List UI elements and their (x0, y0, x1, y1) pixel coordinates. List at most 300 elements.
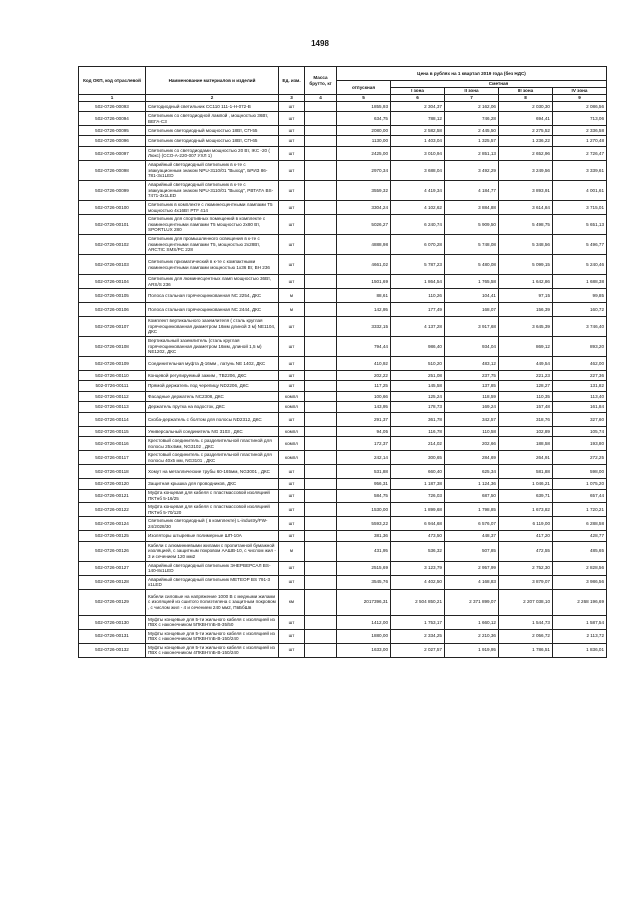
row-mass (305, 531, 337, 542)
table-row (79, 201, 607, 215)
row-unit: шт (279, 201, 305, 215)
row-price-release: 4888,98 (337, 235, 391, 255)
row-price-zone-2: 168,07 (445, 303, 499, 317)
row-mass (305, 381, 337, 392)
row-mass (305, 412, 337, 426)
row-mass (305, 303, 337, 317)
row-unit: шт (279, 112, 305, 126)
column-number: 8 (499, 95, 553, 102)
row-name: Аварийный светодиодный светильник МЕТЕОР BS 791-3 х1LED (146, 575, 279, 589)
row-price-zone-2: 507,85 (445, 541, 499, 561)
row-unit: шт (279, 337, 305, 357)
header-zone: II зона (445, 88, 499, 95)
row-name: Прямой держатель под черепицу ND2206, ДКС (146, 381, 279, 392)
row-mass (305, 160, 337, 180)
row-price-zone-3: 264,91 (499, 451, 553, 465)
row-price-zone-4: 462,00 (553, 357, 607, 371)
row-name: Муфты концевые для 5-ти жильного кабеля с изоляцией из ПВХ с наконечником 4ПКВНтпБ-В-150/240 (146, 643, 279, 657)
row-unit: шт (279, 160, 305, 180)
row-code: 502-0726-00098 (79, 160, 146, 180)
row-unit: компл (279, 426, 305, 437)
row-price-zone-4: 1 836,01 (553, 643, 607, 657)
row-price-release: 1412,00 (337, 615, 391, 629)
row-price-release: 143,95 (337, 402, 391, 413)
row-mass (305, 643, 337, 657)
row-mass (305, 136, 337, 147)
row-mass (305, 517, 337, 531)
row-price-zone-1: 3 123,79 (391, 561, 445, 575)
row-price-zone-1: 300,65 (391, 451, 445, 465)
row-price-zone-1: 145,58 (391, 381, 445, 392)
row-unit: шт (279, 561, 305, 575)
row-price-release: 410,92 (337, 357, 391, 371)
row-price-zone-1: 125,24 (391, 391, 445, 402)
row-price-zone-1: 1 899,68 (391, 503, 445, 517)
table-row (79, 136, 607, 147)
row-price-zone-3: 3 249,56 (499, 160, 553, 180)
row-price-zone-3: 472,55 (499, 541, 553, 561)
row-price-release: 202,22 (337, 370, 391, 381)
row-price-release: 3304,24 (337, 201, 391, 215)
header-mass: Масса брутто, кг (305, 67, 337, 95)
row-price-zone-4: 485,65 (553, 541, 607, 561)
row-unit: шт (279, 136, 305, 147)
row-price-zone-4: 1 720,21 (553, 503, 607, 517)
row-price-release: 4661,02 (337, 255, 391, 275)
header-price-group: Цена в рублях на 1 квартал 2019 года (без НДС) (337, 67, 607, 81)
row-mass (305, 201, 337, 215)
row-unit: шт (279, 101, 305, 112)
row-name: Аварийный светодиодный светильник ЭНЕРВЕРСАЛ BS-140-8х1LED (146, 561, 279, 575)
row-code: 502-0726-00095 (79, 125, 146, 136)
row-price-zone-1: 177,49 (391, 303, 445, 317)
row-price-zone-3: 5 348,56 (499, 235, 553, 255)
table-row (79, 146, 607, 160)
row-price-zone-3: 1 046,21 (499, 479, 553, 490)
row-name: Концевой регулируемый зажим , ТВ2206, ДКС (146, 370, 279, 381)
row-price-zone-2: 1 660,12 (445, 615, 499, 629)
row-mass (305, 275, 337, 289)
row-price-zone-1: 2 504 850,21 (391, 589, 445, 615)
row-price-zone-3: 1 786,51 (499, 643, 553, 657)
row-name: Светильник в комплекте с люминесцентными лампами Т5 мощностью 4х16Вт PTF 414 (146, 201, 279, 215)
row-price-zone-3: 449,54 (499, 357, 553, 371)
row-price-zone-1: 1 864,54 (391, 275, 445, 289)
row-name: Защитная крышка для проводников, ДКС (146, 479, 279, 490)
table-row (79, 561, 607, 575)
row-name: Вертикальный заземлитель (сталь круглая горячеоцинкованная диаметром 16мм, длиной 1,5 м) NE1202, ДКС (146, 337, 279, 357)
table-row (79, 465, 607, 479)
row-price-zone-2: 687,50 (445, 489, 499, 503)
row-price-zone-4: 4 001,61 (553, 180, 607, 200)
row-code: 502-0726-00100 (79, 201, 146, 215)
row-code: 502-0726-00104 (79, 275, 146, 289)
row-price-zone-2: 2 957,99 (445, 561, 499, 575)
table-row (79, 589, 607, 615)
row-code: 502-0726-00108 (79, 337, 146, 357)
row-mass (305, 289, 337, 303)
row-price-zone-4: 5 240,46 (553, 255, 607, 275)
row-price-zone-2: 4 168,83 (445, 575, 499, 589)
row-unit: шт (279, 146, 305, 160)
row-code: 502-0726-00124 (79, 517, 146, 531)
header-retail: Сметная (391, 81, 607, 88)
row-name: Полоса стальная горячеоцинкованная NC 2444, ДКС (146, 303, 279, 317)
row-price-zone-2: 1 124,36 (445, 479, 499, 490)
row-price-zone-3: 318,76 (499, 412, 553, 426)
table-row (79, 643, 607, 657)
row-price-zone-2: 625,34 (445, 465, 499, 479)
row-price-zone-3: 102,89 (499, 426, 553, 437)
table-row (79, 451, 607, 465)
row-name: Светильник светодиодный ( в комплекте) L-industry/FW-24/2028/30 (146, 517, 279, 531)
row-price-zone-1: 2 334,25 (391, 629, 445, 643)
row-unit: шт (279, 370, 305, 381)
row-mass (305, 101, 337, 112)
table-row (79, 303, 607, 317)
row-mass (305, 629, 337, 643)
row-unit: шт (279, 214, 305, 234)
row-price-zone-1: 2 027,57 (391, 643, 445, 657)
row-price-zone-4: 2 336,58 (553, 125, 607, 136)
row-name: Фасадные держатель NC2308, ДКС (146, 391, 279, 402)
row-code: 502-0726-00126 (79, 541, 146, 561)
row-unit: шт (279, 531, 305, 542)
row-price-zone-3: 3 645,39 (499, 316, 553, 336)
column-number: 4 (305, 95, 337, 102)
row-code: 502-0726-00093 (79, 101, 146, 112)
row-price-zone-1: 3 688,04 (391, 160, 445, 180)
row-price-zone-4: 193,80 (553, 437, 607, 451)
row-mass (305, 391, 337, 402)
row-price-zone-2: 284,69 (445, 451, 499, 465)
row-price-zone-3: 2 275,52 (499, 125, 553, 136)
row-code: 502-0726-00101 (79, 214, 146, 234)
row-price-zone-2: 2 162,06 (445, 101, 499, 112)
row-price-zone-4: 3 715,01 (553, 201, 607, 215)
row-price-zone-2: 1 765,58 (445, 275, 499, 289)
row-price-release: 242,14 (337, 451, 391, 465)
column-number: 5 (337, 95, 391, 102)
table-row (79, 489, 607, 503)
row-price-zone-4: 2 086,56 (553, 101, 607, 112)
table-row (79, 337, 607, 357)
row-mass (305, 112, 337, 126)
row-price-zone-2: 110,58 (445, 426, 499, 437)
row-price-zone-3: 2 056,72 (499, 629, 553, 643)
header-zone: III зона (499, 88, 553, 95)
row-price-zone-4: 6 288,58 (553, 517, 607, 531)
row-name: Светильник для спортивных помещений в комплекте с люминесцентными лампами Т5 мощностью 2х80 Вт, SPORTLUX 280 (146, 214, 279, 234)
table-row (79, 517, 607, 531)
table-row (79, 370, 607, 381)
row-price-zone-2: 202,66 (445, 437, 499, 451)
row-unit: шт (279, 503, 305, 517)
row-code: 502-0726-00118 (79, 465, 146, 479)
row-name: Муфты концевые для 5-ти жильного кабеля с изоляцией из ПВХ с наконечником 5ПКВНтпБ-В-35/50 (146, 615, 279, 629)
row-price-zone-2: 3 492,29 (445, 160, 499, 180)
table-row (79, 289, 607, 303)
row-price-release: 956,31 (337, 479, 391, 490)
column-number-row (79, 95, 607, 102)
row-price-zone-2: 237,75 (445, 370, 499, 381)
row-price-zone-3: 3 893,91 (499, 180, 553, 200)
row-mass (305, 370, 337, 381)
row-code: 502-0726-00105 (79, 289, 146, 303)
row-price-zone-2: 448,37 (445, 531, 499, 542)
row-price-release: 1633,00 (337, 643, 391, 657)
row-price-zone-1: 4 419,34 (391, 180, 445, 200)
row-code: 502-0726-00116 (79, 437, 146, 451)
table-row (79, 381, 607, 392)
table-row (79, 575, 607, 589)
row-price-zone-2: 3 884,88 (445, 201, 499, 215)
row-price-zone-3: 1 673,82 (499, 503, 553, 517)
row-price-zone-4: 2 726,47 (553, 146, 607, 160)
row-price-zone-3: 2 207 038,10 (499, 589, 553, 615)
row-name: Светильник для люминесцентных ламп мощностью 36Вт, ARS/S 236 (146, 275, 279, 289)
row-name: Крестовый соединитель с разделительной пластиной для полосы 25х4мм, NG3102 , ДКС (146, 437, 279, 451)
row-price-zone-3: 3 879,07 (499, 575, 553, 589)
row-unit: компл (279, 437, 305, 451)
row-price-release: 531,88 (337, 465, 391, 479)
row-name: Светильник со светодиодной лампой , мощностью 36Вт, ВЕГА-С3 (146, 112, 279, 126)
row-unit: компл (279, 402, 305, 413)
row-unit: шт (279, 357, 305, 371)
row-unit: шт (279, 465, 305, 479)
row-mass (305, 589, 337, 615)
row-price-zone-1: 6 944,68 (391, 517, 445, 531)
price-table-body (79, 101, 607, 657)
row-name: Держатель прутка на водосток, ДКС (146, 402, 279, 413)
row-price-release: 1530,00 (337, 503, 391, 517)
row-code: 502-0726-00127 (79, 561, 146, 575)
row-price-zone-1: 788,12 (391, 112, 445, 126)
page-number: 1498 (311, 39, 329, 48)
row-price-zone-3: 128,27 (499, 381, 553, 392)
row-price-zone-3: 97,15 (499, 289, 553, 303)
row-code: 502-0726-00102 (79, 235, 146, 255)
row-price-release: 142,95 (337, 303, 391, 317)
row-name: Аварийный светодиодный светильник в к-те с эвакуационным знаком NPU-3110/01 "Выход", РВТАТА BS-7471-3х1LED (146, 180, 279, 200)
row-code: 502-0726-00113 (79, 402, 146, 413)
row-price-zone-3: 6 119,00 (499, 517, 553, 531)
row-mass (305, 426, 337, 437)
row-price-zone-3: 2 752,30 (499, 561, 553, 575)
row-price-zone-3: 156,39 (499, 303, 553, 317)
column-number: 6 (391, 95, 445, 102)
row-price-zone-1: 986,40 (391, 337, 445, 357)
row-mass (305, 214, 337, 234)
row-price-zone-1: 660,40 (391, 465, 445, 479)
table-row (79, 255, 607, 275)
row-price-zone-4: 5 496,77 (553, 235, 607, 255)
row-name: Светильник светодиодный мощностью 18Вт, СП-55 (146, 125, 279, 136)
table-row (79, 112, 607, 126)
row-price-release: 2970,34 (337, 160, 391, 180)
row-mass (305, 125, 337, 136)
row-mass (305, 615, 337, 629)
row-code: 502-0726-00122 (79, 503, 146, 517)
row-price-zone-4: 5 651,13 (553, 214, 607, 234)
row-name: Универсальный соединитель NG 3103 , ДКС (146, 426, 279, 437)
row-price-zone-3: 869,12 (499, 337, 553, 357)
row-name: Крестовый соединитель с разделительной пластиной для полосы 40х5 мм, NG3101 , ДКС (146, 451, 279, 465)
row-price-zone-4: 893,20 (553, 337, 607, 357)
row-price-zone-3: 1 236,22 (499, 136, 553, 147)
row-mass (305, 479, 337, 490)
row-price-zone-3: 1 544,73 (499, 615, 553, 629)
row-code: 502-0726-00109 (79, 357, 146, 371)
row-code: 502-0726-00120 (79, 479, 146, 490)
table-row (79, 615, 607, 629)
row-price-release: 100,66 (337, 391, 391, 402)
row-mass (305, 146, 337, 160)
row-mass (305, 357, 337, 371)
row-price-release: 3545,76 (337, 575, 391, 589)
row-price-release: 381,36 (337, 531, 391, 542)
row-price-release: 584,75 (337, 489, 391, 503)
row-code: 502-0726-00132 (79, 643, 146, 657)
row-price-zone-2: 137,85 (445, 381, 499, 392)
row-code: 502-0726-00096 (79, 136, 146, 147)
row-price-release: 5593,22 (337, 517, 391, 531)
row-price-release: 172,37 (337, 437, 391, 451)
row-code: 502-0726-00130 (79, 615, 146, 629)
row-price-zone-4: 1 075,20 (553, 479, 607, 490)
column-number: 2 (146, 95, 279, 102)
row-name: Светильник со светодиодами мощностью 20 Вт, IKC -20 ( Люкс) (ССО-А-220-007 УХЛ 1) (146, 146, 279, 160)
row-mass (305, 465, 337, 479)
row-price-zone-1: 536,32 (391, 541, 445, 561)
row-price-zone-3: 157,48 (499, 402, 553, 413)
row-mass (305, 575, 337, 589)
row-price-zone-1: 214,02 (391, 437, 445, 451)
row-price-zone-3: 5 099,15 (499, 255, 553, 275)
row-price-zone-1: 1 753,17 (391, 615, 445, 629)
row-price-release: 291,37 (337, 412, 391, 426)
row-price-zone-1: 110,26 (391, 289, 445, 303)
row-name: Комплект вертикального заземлителя ( сталь круглая горячеоцинкованная диаметром 16мм длиной 3 м) NE1104, ДКС (146, 316, 279, 336)
row-code: 502-0726-00131 (79, 629, 146, 643)
row-name: Светильник для промышленного освещения в к-те с люминесцентными лампами Т5, мощностью 2х28Вт, ARCTIC SMS/PC 228 (146, 235, 279, 255)
row-price-zone-3: 639,71 (499, 489, 553, 503)
row-price-zone-3: 581,88 (499, 465, 553, 479)
row-price-zone-2: 1 325,57 (445, 136, 499, 147)
row-price-zone-1: 6 070,28 (391, 235, 445, 255)
row-price-zone-2: 483,12 (445, 357, 499, 371)
table-row (79, 391, 607, 402)
row-name: Кабели с алюминиевыми жилами с пропитанной бумажной изоляцией, с защитным покровом ААШВ-10, с числом жил - 3 и сечением 120 мм2 (146, 541, 279, 561)
row-price-zone-4: 105,74 (553, 426, 607, 437)
row-price-zone-1: 4 137,28 (391, 316, 445, 336)
row-mass (305, 316, 337, 336)
row-price-release: 2017396,31 (337, 589, 391, 615)
table-row (79, 541, 607, 561)
row-price-zone-1: 4 102,62 (391, 201, 445, 215)
row-price-release: 431,95 (337, 541, 391, 561)
row-price-zone-1: 510,20 (391, 357, 445, 371)
row-price-zone-2: 118,59 (445, 391, 499, 402)
row-unit: шт (279, 489, 305, 503)
row-price-release: 117,25 (337, 381, 391, 392)
row-code: 502-0726-00099 (79, 180, 146, 200)
row-price-zone-3: 2 652,96 (499, 146, 553, 160)
table-row (79, 160, 607, 180)
row-price-zone-3: 694,41 (499, 112, 553, 126)
row-unit: шт (279, 629, 305, 643)
row-price-zone-4: 3 746,40 (553, 316, 607, 336)
row-unit: м (279, 289, 305, 303)
row-name: Светильник призматический в к-те с компактными люминесцентными лампами мощностью 1х36 Вт, BH 236 (146, 255, 279, 275)
row-unit: шт (279, 643, 305, 657)
row-price-zone-4: 113,40 (553, 391, 607, 402)
column-number: 9 (553, 95, 607, 102)
row-unit: шт (279, 575, 305, 589)
row-name: Соединительная муфта Д-16мм , латунь NE 1402, ДКС (146, 357, 279, 371)
row-price-zone-2: 6 576,07 (445, 517, 499, 531)
row-mass (305, 489, 337, 503)
row-price-zone-4: 2 113,72 (553, 629, 607, 643)
row-price-release: 1130,00 (337, 136, 391, 147)
row-name: Хомут на металлические трубы 60-165мм, NG3001 , ДКС (146, 465, 279, 479)
row-code: 502-0726-00111 (79, 381, 146, 392)
table-row (79, 531, 607, 542)
row-mass (305, 451, 337, 465)
row-price-zone-3: 110,35 (499, 391, 553, 402)
row-name: Светильник светодиодный мощностью 18Вт, СП-65 (146, 136, 279, 147)
row-price-zone-4: 428,77 (553, 531, 607, 542)
header-name: Наименование материалов и изделий (146, 67, 279, 95)
table-row (79, 125, 607, 136)
row-unit: компл (279, 391, 305, 402)
row-code: 502-0726-00110 (79, 370, 146, 381)
row-price-release: 2425,00 (337, 146, 391, 160)
row-price-zone-1: 361,78 (391, 412, 445, 426)
row-code: 502-0726-00097 (79, 146, 146, 160)
row-name: Скоба-держатель с болтом для полосы ND2312, ДКС (146, 412, 279, 426)
row-price-zone-2: 1 798,85 (445, 503, 499, 517)
table-row (79, 180, 607, 200)
row-unit: шт (279, 316, 305, 336)
row-unit: шт (279, 275, 305, 289)
row-code: 502-0726-00094 (79, 112, 146, 126)
row-mass (305, 437, 337, 451)
table-row (79, 479, 607, 490)
row-code: 502-0726-00115 (79, 426, 146, 437)
row-price-zone-1: 2 304,37 (391, 101, 445, 112)
table-row (79, 357, 607, 371)
row-price-zone-2: 2 371 899,07 (445, 589, 499, 615)
row-price-zone-4: 160,72 (553, 303, 607, 317)
row-mass (305, 180, 337, 200)
row-price-release: 5026,27 (337, 214, 391, 234)
row-unit: шт (279, 125, 305, 136)
row-price-zone-1: 3 010,94 (391, 146, 445, 160)
row-price-zone-4: 161,84 (553, 402, 607, 413)
table-row (79, 426, 607, 437)
row-price-zone-4: 131,82 (553, 381, 607, 392)
row-name: Светодиодный светильник СС110 111-1-Н-072-В (146, 101, 279, 112)
row-price-release: 3332,15 (337, 316, 391, 336)
row-price-zone-1: 1 403,04 (391, 136, 445, 147)
row-price-zone-4: 272,25 (553, 451, 607, 465)
table-row (79, 629, 607, 643)
row-name: Муфта концевая для кабеля с пластмассовой изоляцией ПКТнб 5-70/120 (146, 503, 279, 517)
row-price-zone-2: 3 917,68 (445, 316, 499, 336)
header-zone: I зона (391, 88, 445, 95)
row-unit: м (279, 303, 305, 317)
